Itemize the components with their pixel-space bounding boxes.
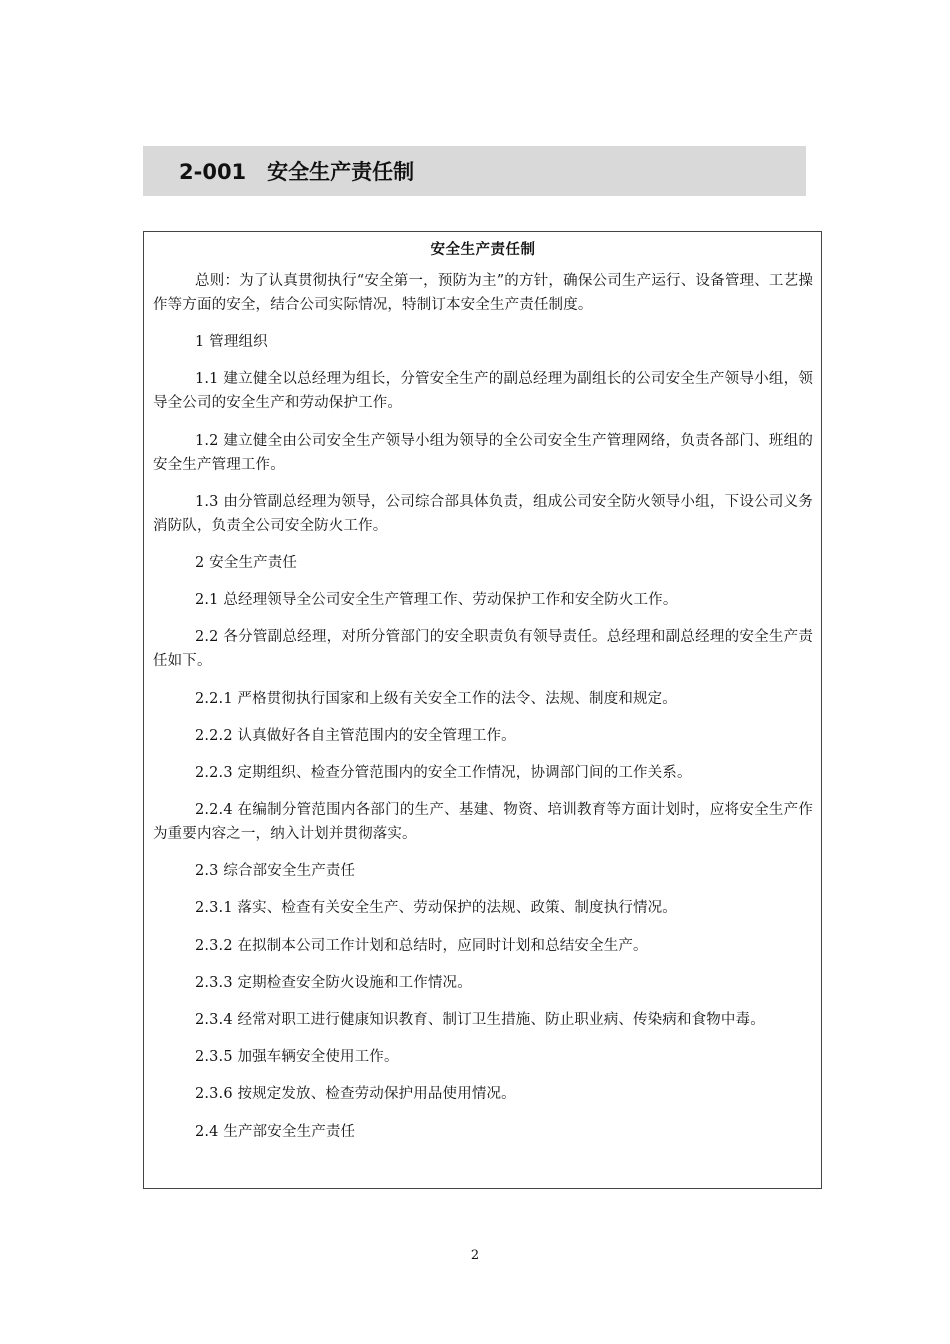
paragraph-2-2-2: 2.2.2 认真做好各自主管范围内的安全管理工作。 [195,727,516,744]
paragraph-2-3-heading: 2.3 综合部安全生产责任 [195,863,356,880]
paragraph-1-2: 1.2 建立健全由公司安全生产领导小组为领导的全公司安全生产管理网络，负责各部门、班组的安全生产管理工作。 [153,432,813,473]
page-number: 2 [470,1248,480,1263]
paragraph-1-heading: 1 管理组织 [195,334,268,351]
paragraph-2-2: 2.2 各分管副总经理，对所分管部门的安全职责负有领导责任。总经理和副总经理的安全生产责任如下。 [153,629,813,670]
paragraph-2-4-heading: 2.4 生产部安全生产责任 [195,1123,356,1140]
paragraph-2-1: 2.1 总经理领导全公司安全生产管理工作、劳动保护工作和安全防火工作。 [195,592,678,609]
paragraph-general: 总则：为了认真贯彻执行“安全第一，预防为主”的方针，确保公司生产运行、设备管理、工艺操作等方面的安全，结合公司实际情况，特制订本安全生产责任制度。 [153,273,813,313]
document-title: 安全生产责任制 [430,242,536,258]
paragraph-2-3-2: 2.3.2 在拟制本公司工作计划和总结时，应同时计划和总结安全生产。 [195,937,648,954]
paragraph-2-3-4: 2.3.4 经常对职工进行健康知识教育、制订卫生措施、防止职业病、传染病和食物中毒。 [195,1012,765,1028]
section-title: 2-001 安全生产责任制 [179,160,415,184]
paragraph-1-1: 1.1 建立健全以总经理为组长，分管安全生产的副总经理为副组长的公司安全生产领导小组，领导全公司的安全生产和劳动保护工作。 [153,371,813,412]
paragraph-2-3-3: 2.3.3 定期检查安全防火设施和工作情况。 [195,974,472,991]
paragraph-2-2-3: 2.2.3 定期组织、检查分管范围内的安全工作情况，协调部门间的工作关系。 [195,764,692,781]
paragraph-2-3-1: 2.3.1 落实、检查有关安全生产、劳动保护的法规、政策、制度执行情况。 [195,900,677,917]
paragraph-2-3-5: 2.3.5 加强车辆安全使用工作。 [195,1049,399,1066]
paragraph-2-heading: 2 安全生产责任 [195,554,298,571]
section-header-band [143,146,806,196]
document-content-box [143,231,822,1189]
paragraph-2-2-4: 2.2.4 在编制分管范围内各部门的生产、基建、物资、培训教育等方面计划时，应将安全生产作为重要内容之一，纳入计划并贯彻落实。 [153,802,813,843]
paragraph-2-2-1: 2.2.1 严格贯彻执行国家和上级有关安全工作的法令、法规、制度和规定。 [195,690,677,707]
paragraph-1-3: 1.3 由分管副总经理为领导，公司综合部具体负责，组成公司安全防火领导小组，下设公司义务消防队，负责全公司安全防火工作。 [153,493,813,534]
paragraph-2-3-6: 2.3.6 按规定发放、检查劳动保护用品使用情况。 [195,1086,516,1103]
